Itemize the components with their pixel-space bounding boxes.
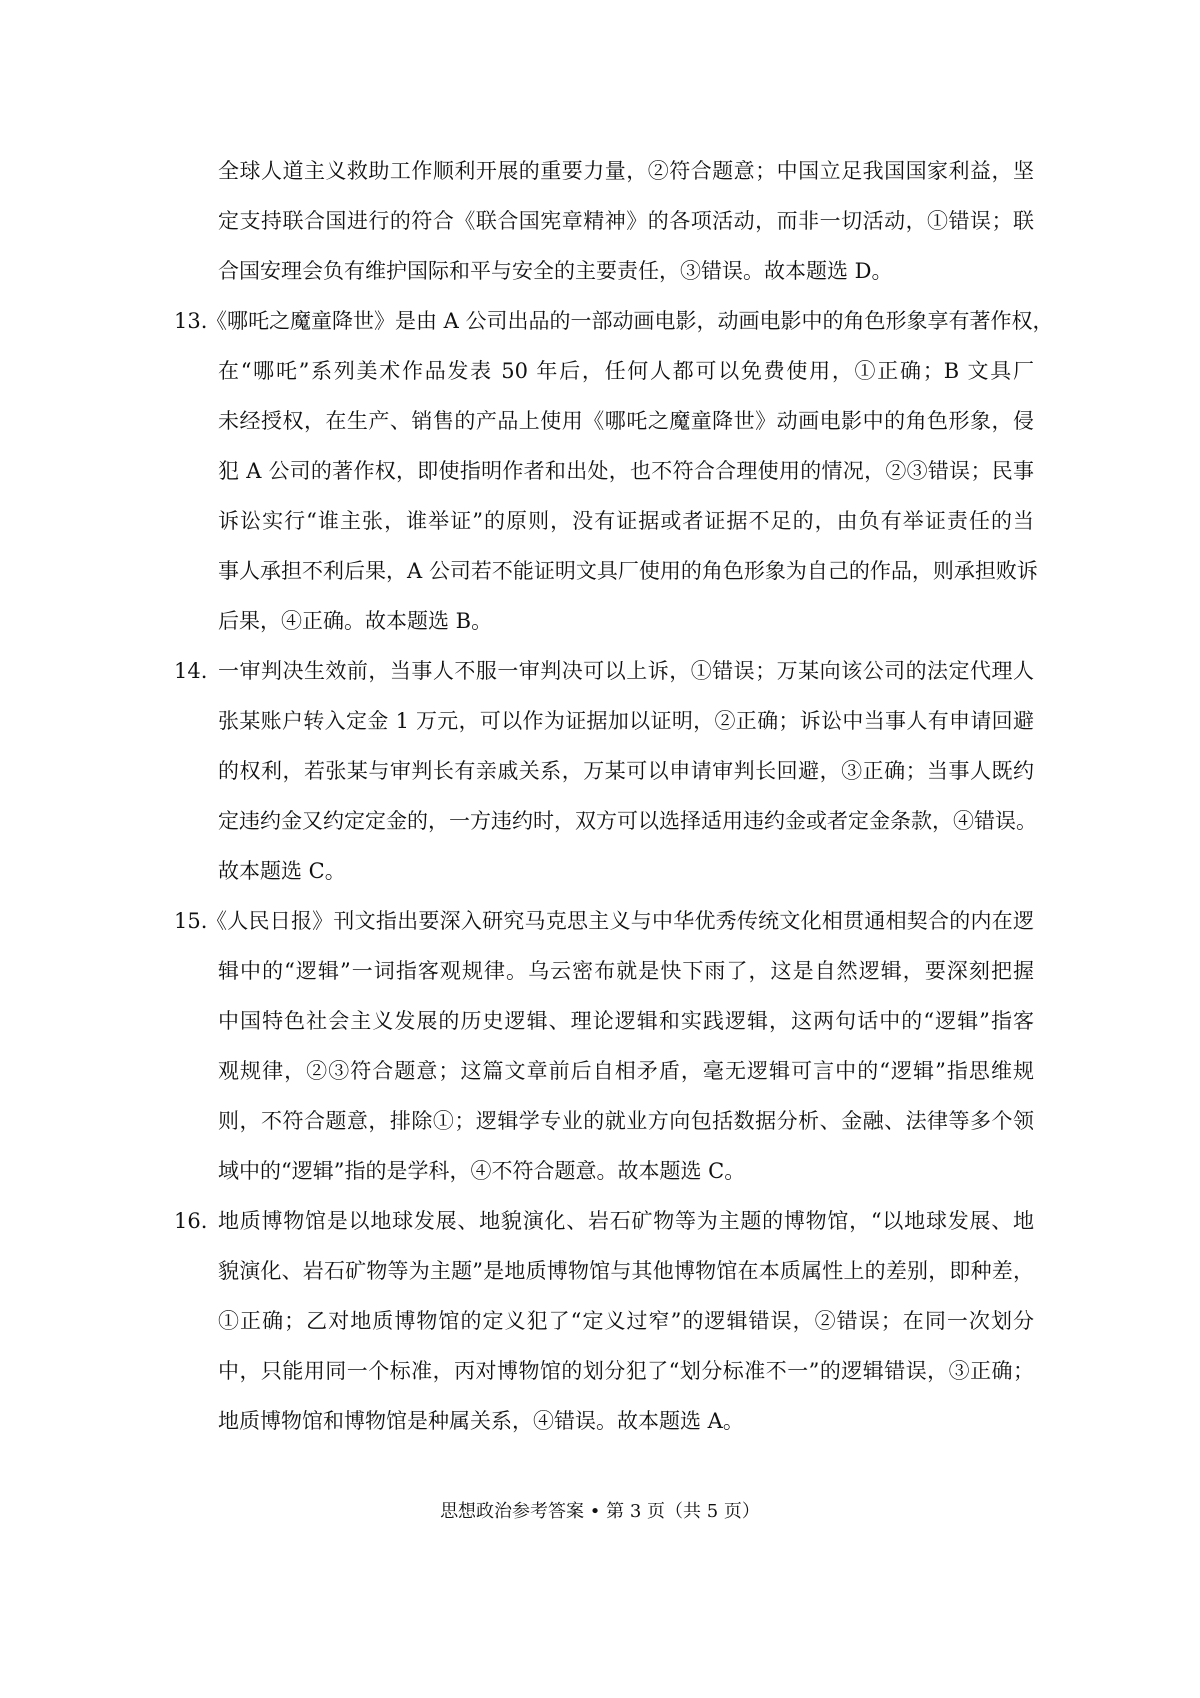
answer-line: ①正确；乙对地质博物馆的定义犯了“定义过窄”的逻辑错误，②错误；在同一次划分 xyxy=(218,1309,1034,1333)
answer-line: 则，不符合题意，排除①；逻辑学专业的就业方向包括数据分析、金融、法律等多个领 xyxy=(218,1109,1034,1133)
answer-line: 中国特色社会主义发展的历史逻辑、理论逻辑和实践逻辑，这两句话中的“逻辑”指客 xyxy=(218,1009,1034,1033)
question-number: 14. xyxy=(174,659,208,683)
answer-line: 观规律，②③符合题意；这篇文章前后自相矛盾，毫无逻辑可言中的“逻辑”指思维规 xyxy=(218,1059,1034,1083)
answer-line: 张某账户转入定金 1 万元，可以作为证据加以证明，②正确；诉讼中当事人有申请回避 xyxy=(218,709,1034,733)
answer-line: 事人承担不利后果，A 公司若不能证明文具厂使用的角色形象为自己的作品，则承担败诉 xyxy=(218,559,1038,583)
answer-line: 辑中的“逻辑”一词指客观规律。乌云密布就是快下雨了，这是自然逻辑，要深刻把握 xyxy=(218,959,1034,983)
answer-line: 定违约金又约定定金的，一方违约时，双方可以选择适用违约金或者定金条款，④错误。 xyxy=(218,809,1037,833)
answer-line: 中，只能用同一个标准，丙对博物馆的划分犯了“划分标准不一”的逻辑错误，③正确； xyxy=(218,1359,1034,1383)
intro-line: 全球人道主义救助工作顺利开展的重要力量，②符合题意；中国立足我国国家利益，坚 xyxy=(218,159,1034,183)
answer-line: 地质博物馆和博物馆是种属关系，④错误。故本题选 A。 xyxy=(218,1409,744,1433)
answer-line: 犯 A 公司的著作权，即使指明作者和出处，也不符合合理使用的情况，②③错误；民事 xyxy=(218,459,1034,483)
answer-line: 地质博物馆是以地球发展、地貌演化、岩石矿物等为主题的博物馆，“以地球发展、地 xyxy=(218,1209,1034,1233)
question-number: 15. xyxy=(174,909,208,933)
answer-line: 在“哪吒”系列美术作品发表 50 年后，任何人都可以免费使用，①正确；B 文具厂 xyxy=(218,359,1034,383)
question-number: 13. xyxy=(174,309,208,333)
answer-line: 后果，④正确。故本题选 B。 xyxy=(218,609,493,633)
question-number: 16. xyxy=(174,1209,208,1233)
answer-line: 未经授权，在生产、销售的产品上使用《哪吒之魔童降世》动画电影中的角色形象，侵 xyxy=(218,409,1034,433)
answer-line: 貌演化、岩石矿物等为主题”是地质博物馆与其他博物馆在本质属性上的差别，即种差， xyxy=(218,1259,1034,1283)
answer-line: 《哪吒之魔童降世》是由 A 公司出品的一部动画电影，动画电影中的角色形象享有著作权， xyxy=(206,309,1054,333)
answer-line: 《人民日报》刊文指出要深入研究马克思主义与中华优秀传统文化相贯通相契合的内在逻 xyxy=(206,909,1034,933)
page-footer: 思想政治参考答案 • 第 3 页（共 5 页） xyxy=(440,1501,760,1522)
answer-line: 域中的“逻辑”指的是学科，④不符合题意。故本题选 C。 xyxy=(218,1159,746,1183)
intro-line: 定支持联合国进行的符合《联合国宪章精神》的各项活动，而非一切活动，①错误；联 xyxy=(218,209,1034,233)
answer-line: 的权利，若张某与审判长有亲戚关系，万某可以申请审判长回避，③正确；当事人既约 xyxy=(218,759,1034,783)
answer-line: 一审判决生效前，当事人不服一审判决可以上诉，①错误；万某向该公司的法定代理人 xyxy=(218,659,1034,683)
answer-line: 故本题选 C。 xyxy=(218,859,346,883)
answer-line: 诉讼实行“谁主张，谁举证”的原则，没有证据或者证据不足的，由负有举证责任的当 xyxy=(218,509,1034,533)
intro-line: 合国安理会负有维护国际和平与安全的主要责任，③错误。故本题选 D。 xyxy=(218,259,893,283)
